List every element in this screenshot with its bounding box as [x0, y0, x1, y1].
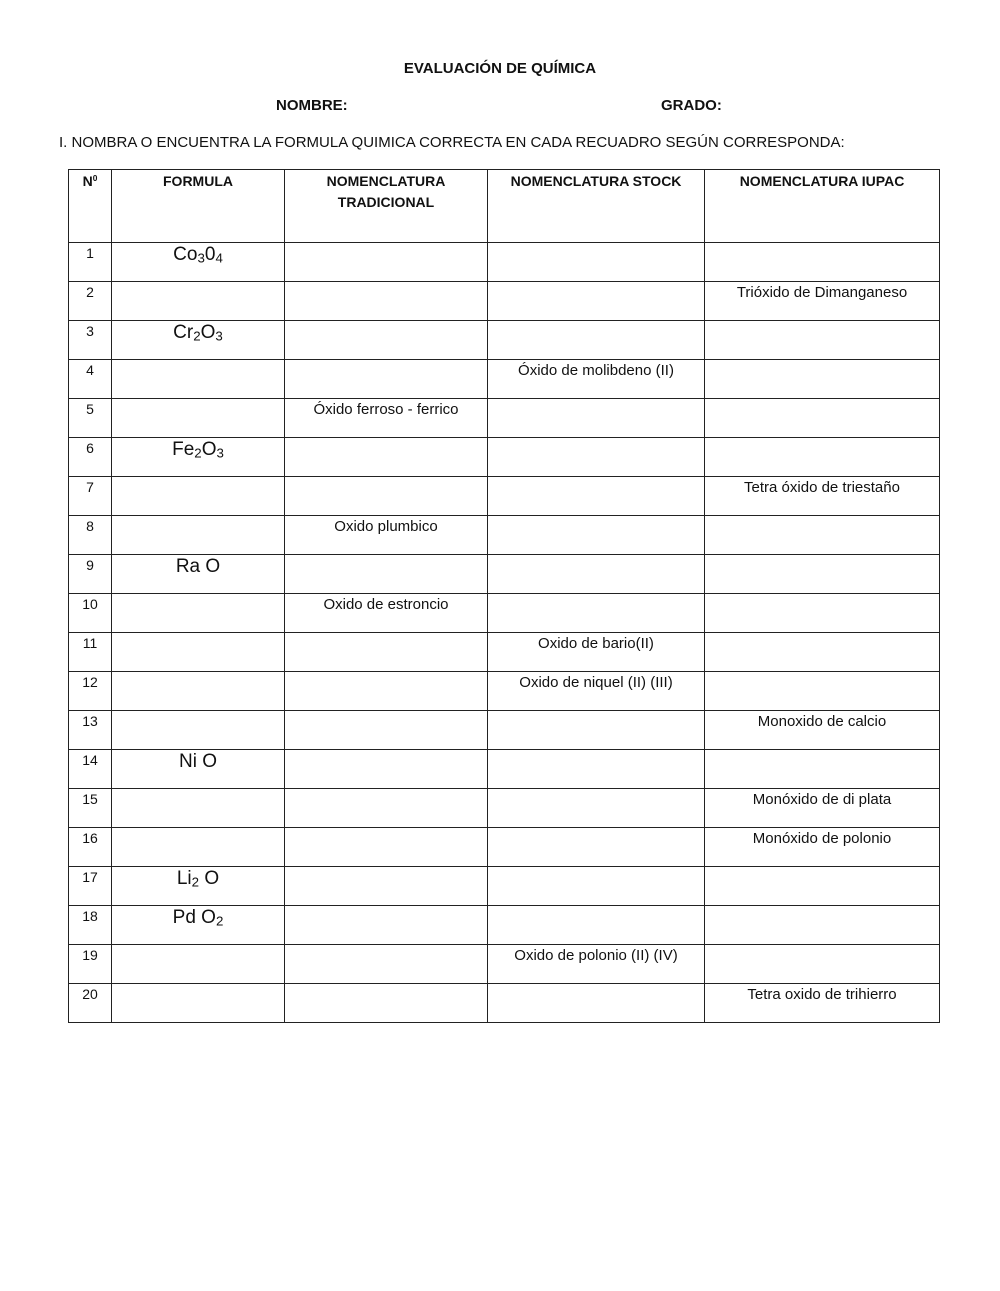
cell-stock[interactable]	[488, 243, 705, 282]
cell-stock: Oxido de polonio (II) (IV)	[488, 945, 705, 984]
cell-tradicional[interactable]	[285, 555, 488, 594]
table-row	[69, 282, 940, 321]
cell-formula	[112, 906, 285, 945]
header-iupac: NOMENCLATURA IUPAC	[705, 170, 940, 243]
table-row	[69, 906, 940, 945]
cell-iupac[interactable]	[705, 321, 940, 360]
cell-iupac[interactable]	[705, 594, 940, 633]
cell-tradicional: Oxido plumbico	[285, 516, 488, 555]
instruction-text: I. NOMBRA O ENCUENTRA LA FORMULA QUIMICA CORRECTA EN CADA RECUADRO SEGÚN CORRESPONDA:	[59, 134, 845, 151]
cell-formula[interactable]	[112, 282, 285, 321]
cell-stock: Oxido de bario(II)	[488, 633, 705, 672]
cell-tradicional[interactable]	[285, 945, 488, 984]
cell-tradicional[interactable]	[285, 438, 488, 477]
cell-iupac[interactable]	[705, 360, 940, 399]
cell-formula	[112, 555, 285, 594]
cell-iupac[interactable]	[705, 867, 940, 906]
formula-text: O	[201, 439, 217, 460]
cell-num: 6	[69, 438, 112, 477]
cell-iupac[interactable]	[705, 438, 940, 477]
cell-formula	[112, 867, 285, 906]
cell-num: 14	[69, 750, 112, 789]
table-header-row	[69, 170, 940, 243]
formula-subscript: 3	[197, 250, 205, 266]
cell-tradicional[interactable]	[285, 750, 488, 789]
cell-num: 10	[69, 594, 112, 633]
table-row	[69, 750, 940, 789]
cell-tradicional[interactable]	[285, 984, 488, 1023]
cell-tradicional[interactable]	[285, 906, 488, 945]
worksheet-table	[68, 169, 940, 1023]
cell-stock[interactable]	[488, 399, 705, 438]
cell-num: 9	[69, 555, 112, 594]
cell-formula	[112, 243, 285, 282]
header-formula: FORMULA	[112, 170, 285, 243]
nombre-label: NOMBRE:	[276, 97, 348, 114]
cell-iupac[interactable]	[705, 243, 940, 282]
table-row	[69, 477, 940, 516]
cell-num: 5	[69, 399, 112, 438]
formula-subscript: 2	[215, 913, 224, 929]
cell-formula	[112, 321, 285, 360]
cell-tradicional: Oxido de estroncio	[285, 594, 488, 633]
cell-formula[interactable]	[112, 711, 285, 750]
cell-formula[interactable]	[112, 477, 285, 516]
cell-stock[interactable]	[488, 984, 705, 1023]
cell-num: 18	[69, 906, 112, 945]
formula-text: O	[199, 868, 220, 889]
header-stock: NOMENCLATURA STOCK	[488, 170, 705, 243]
cell-stock[interactable]	[488, 594, 705, 633]
cell-num: 17	[69, 867, 112, 906]
cell-num: 20	[69, 984, 112, 1023]
table-row	[69, 984, 940, 1023]
cell-tradicional[interactable]	[285, 711, 488, 750]
formula-text: Fe	[172, 439, 195, 460]
cell-tradicional[interactable]	[285, 477, 488, 516]
cell-num: 1	[69, 243, 112, 282]
cell-stock[interactable]	[488, 867, 705, 906]
cell-formula	[112, 750, 285, 789]
cell-iupac[interactable]	[705, 672, 940, 711]
table-row	[69, 633, 940, 672]
cell-iupac: Monóxido de di plata	[705, 789, 940, 828]
cell-stock[interactable]	[488, 789, 705, 828]
cell-iupac[interactable]	[705, 750, 940, 789]
grado-label: GRADO:	[661, 97, 722, 114]
cell-stock[interactable]	[488, 282, 705, 321]
cell-num: 11	[69, 633, 112, 672]
cell-formula[interactable]	[112, 945, 285, 984]
cell-iupac: Monoxido de calcio	[705, 711, 940, 750]
cell-num: 19	[69, 945, 112, 984]
cell-stock[interactable]	[488, 477, 705, 516]
cell-stock[interactable]	[488, 828, 705, 867]
cell-iupac[interactable]	[705, 633, 940, 672]
cell-tradicional[interactable]	[285, 282, 488, 321]
cell-num: 8	[69, 516, 112, 555]
cell-formula[interactable]	[112, 594, 285, 633]
formula-subscript: 2	[193, 328, 201, 344]
cell-num: 16	[69, 828, 112, 867]
cell-stock: Oxido de niquel (II) (III)	[488, 672, 705, 711]
cell-stock[interactable]	[488, 711, 705, 750]
table-row	[69, 594, 940, 633]
cell-tradicional[interactable]	[285, 789, 488, 828]
cell-num: 12	[69, 672, 112, 711]
cell-formula[interactable]	[112, 516, 285, 555]
table-row	[69, 438, 940, 477]
formula-subscript: 2	[194, 445, 202, 461]
table-row	[69, 555, 940, 594]
cell-iupac[interactable]	[705, 516, 940, 555]
formula-text: Ni O	[179, 751, 217, 772]
cell-formula[interactable]	[112, 789, 285, 828]
formula-text: O	[200, 322, 216, 343]
cell-formula[interactable]	[112, 633, 285, 672]
table-row	[69, 711, 940, 750]
cell-num: 3	[69, 321, 112, 360]
table-row	[69, 672, 940, 711]
header-tradicional-line1: NOMENCLATURA	[326, 173, 446, 189]
cell-stock[interactable]	[488, 555, 705, 594]
cell-iupac: Monóxido de polonio	[705, 828, 940, 867]
cell-tradicional[interactable]	[285, 243, 488, 282]
cell-stock: Óxido de molibdeno (II)	[488, 360, 705, 399]
table-row	[69, 828, 940, 867]
formula-text: Pd O	[172, 907, 216, 928]
formula-text: Cr	[173, 322, 194, 343]
cell-iupac[interactable]	[705, 945, 940, 984]
cell-iupac[interactable]	[705, 399, 940, 438]
header-num-label: N	[82, 173, 93, 189]
table-row	[69, 399, 940, 438]
header-tradicional-line2: TRADICIONAL	[337, 194, 435, 210]
cell-num: 7	[69, 477, 112, 516]
cell-tradicional[interactable]	[285, 867, 488, 906]
cell-tradicional: Óxido ferroso - ferrico	[285, 399, 488, 438]
table-row	[69, 945, 940, 984]
cell-num: 13	[69, 711, 112, 750]
cell-iupac[interactable]	[705, 906, 940, 945]
cell-num: 4	[69, 360, 112, 399]
table-row	[69, 867, 940, 906]
formula-subscript: 3	[215, 328, 223, 344]
cell-formula[interactable]	[112, 399, 285, 438]
cell-tradicional[interactable]	[285, 360, 488, 399]
cell-stock[interactable]	[488, 321, 705, 360]
formula-text: Ra O	[175, 556, 221, 577]
table-row	[69, 789, 940, 828]
cell-formula[interactable]	[112, 672, 285, 711]
cell-iupac: Tetra oxido de trihierro	[705, 984, 940, 1023]
formula-text: Co	[173, 244, 198, 265]
header-tradicional	[285, 170, 488, 243]
formula-text: 0	[204, 244, 216, 265]
cell-formula[interactable]	[112, 828, 285, 867]
cell-stock[interactable]	[488, 750, 705, 789]
formula-subscript: 4	[215, 250, 223, 266]
table-row	[69, 360, 940, 399]
cell-iupac: Tetra óxido de triestaño	[705, 477, 940, 516]
cell-iupac: Trióxido de Dimanganeso	[705, 282, 940, 321]
cell-stock[interactable]	[488, 516, 705, 555]
header-num	[69, 170, 112, 243]
cell-tradicional[interactable]	[285, 321, 488, 360]
formula-subscript: 2	[191, 874, 200, 890]
cell-tradicional[interactable]	[285, 828, 488, 867]
table-row	[69, 243, 940, 282]
formula-text: Li	[176, 868, 192, 889]
cell-stock[interactable]	[488, 906, 705, 945]
table-row	[69, 516, 940, 555]
cell-formula[interactable]	[112, 360, 285, 399]
page-title: EVALUACIÓN DE QUÍMICA	[403, 60, 597, 77]
cell-iupac[interactable]	[705, 555, 940, 594]
cell-stock[interactable]	[488, 438, 705, 477]
table-row	[69, 321, 940, 360]
cell-tradicional[interactable]	[285, 672, 488, 711]
cell-tradicional[interactable]	[285, 633, 488, 672]
formula-subscript: 3	[216, 445, 224, 461]
cell-num: 2	[69, 282, 112, 321]
cell-formula[interactable]	[112, 984, 285, 1023]
cell-num: 15	[69, 789, 112, 828]
header-num-sup: 0	[92, 172, 98, 183]
cell-formula	[112, 438, 285, 477]
